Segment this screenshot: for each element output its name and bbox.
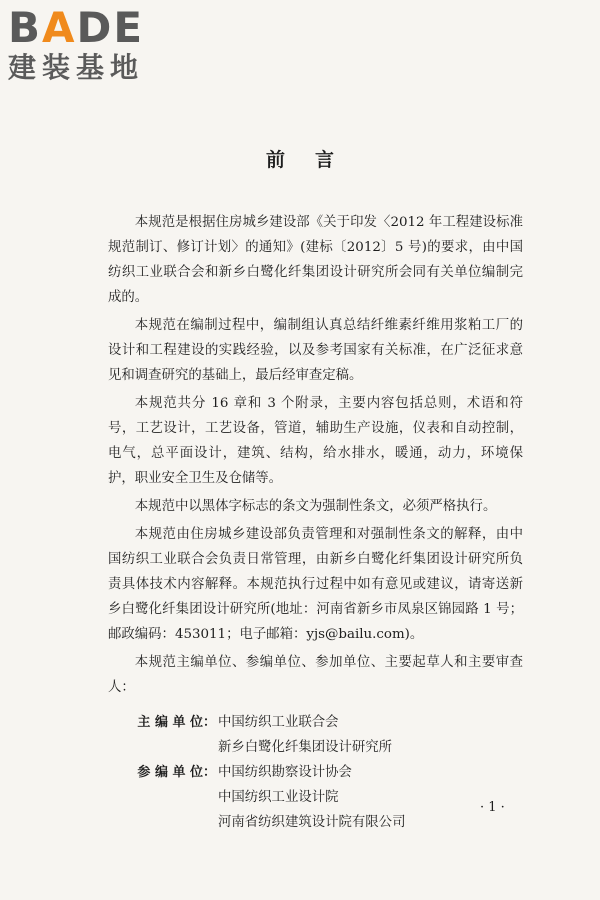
logo-subtitle: 建装基地	[8, 51, 145, 84]
editor-unit: 新乡白鹭化纤集团设计研究所	[218, 740, 393, 755]
participant-units-row	[108, 760, 523, 835]
paragraph: 本规范由住房城乡建设部负责管理和对强制性条文的解释，由中国纺织工业联合会负责日常管理，由新乡白鹭化纤集团设计研究所负责具体技术内容解释。本规范执行过程中如有意见或建议，请寄送新乡白鹭化纤集团设计研究所(地址：河南省新乡市凤泉区锦园路 1 号；邮政编码：453011；电子邮箱：yjs@bailu.com)。	[108, 527, 523, 642]
paragraph: 本规范共分 16 章和 3 个附录，主要内容包括总则，术语和符号，工艺设计，工艺设备，管道，辅助生产设施，仪表和自动控制，电气，总平面设计，建筑、结构，给水排水，暖通，动力，环境保护，职业安全卫生及仓储等。	[108, 396, 523, 486]
unit-list	[108, 710, 523, 835]
preface-body	[108, 210, 523, 835]
participant-unit: 河南省纺织建筑设计院有限公司	[218, 815, 406, 830]
bade-logo	[8, 3, 145, 84]
paragraph: 本规范是根据住房城乡建设部《关于印发〈2012 年工程建设标准规范制订、修订计划〉的通知》(建标〔2012〕5 号)的要求，由中国纺织工业联合会和新乡白鹭化纤集团设计研究所会同有关单位编制完成的。	[108, 215, 523, 305]
participant-unit: 中国纺织工业设计院	[218, 790, 339, 805]
paragraph: 本规范在编制过程中，编制组认真总结纤维素纤维用浆粕工厂的设计和工程建设的实践经验，以及参考国家有关标准，在广泛征求意见和调查研究的基础上，最后经审查定稿。	[108, 318, 523, 383]
paragraph: 本规范中以黑体字标志的条文为强制性条文，必须严格执行。	[134, 499, 497, 514]
participant-unit: 中国纺织勘察设计协会	[218, 765, 352, 780]
paragraph: 本规范主编单位、参编单位、参加单位、主要起草人和主要审查人：	[108, 655, 523, 695]
logo-wordmark: BADE	[8, 3, 145, 52]
editor-unit: 中国纺织工业联合会	[218, 715, 339, 730]
page-title: 前言	[265, 149, 364, 171]
participant-units-label: 参 编 单 位：	[137, 765, 216, 780]
page-number: · 1 ·	[480, 800, 505, 815]
editor-units-label: 主 编 单 位：	[137, 715, 216, 730]
editor-units-row	[108, 710, 523, 760]
